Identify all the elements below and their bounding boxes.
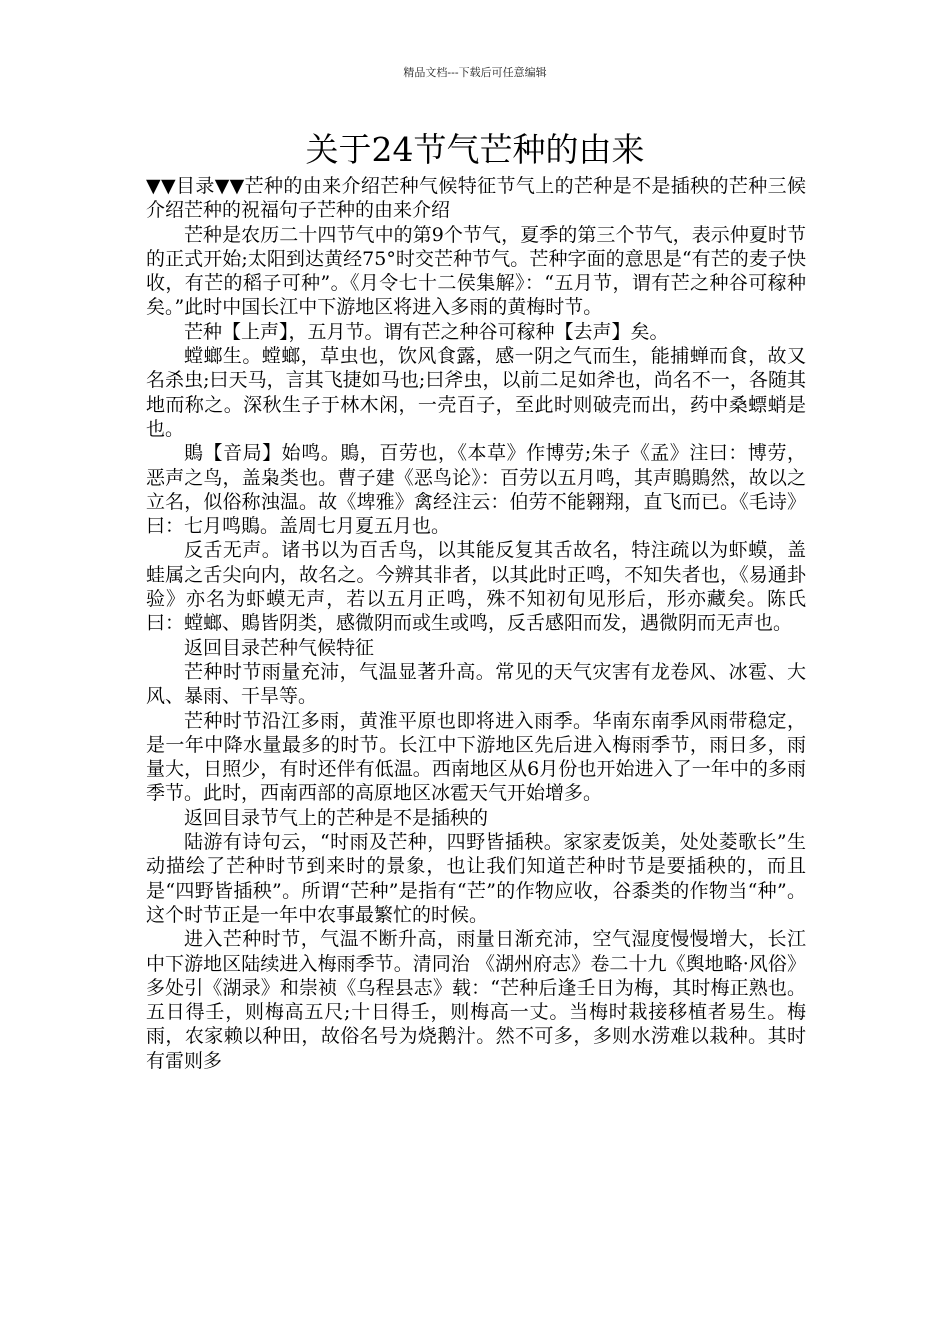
page-header-note: 精品文档---下载后可任意编辑 xyxy=(403,66,547,79)
section-return-link[interactable]: 返回目录节气上的芒种是不是插秧的 xyxy=(184,806,489,829)
table-of-contents-paragraph: ▼▼目录▼▼芒种的由来介绍芒种气候特征节气上的芒种是不是插秧的芒种三候介绍芒种的祝福句子芒种的由来介绍 xyxy=(146,175,806,222)
body-paragraph: 陆游有诗句云，“时雨及芒种，四野皆插秧。家家麦饭美，处处菱歌长”生动描绘了芒种时节到来时的景象，也让我们知道芒种时节是要插秧的，而且是“四野皆插秧”。所谓“芒种”是指有“芒”的作物应收，谷黍类的作物当“种”。这个时节正是一年中农事最繁忙的时候。 xyxy=(146,831,806,926)
body-paragraph: 芒种【上声】，五月节。谓有芒之种谷可稼种【去声】矣。 xyxy=(184,320,669,343)
body-paragraph: 反舌无声。诸书以为百舌鸟，以其能反复其舌故名，特注疏以为虾蟆，盖蛙属之舌尖向内，故名之。今辨其非者，以其此时正鸣，不知失者也，《易通卦验》亦名为虾蟆无声，若以五月正鸣，殊不知初旬见形后，形亦藏矣。陈氏曰：螳螂、鵙皆阴类，感微阴而或生或鸣，反舌感阳而发，遇微阴而无声也。 xyxy=(146,539,806,635)
document-body xyxy=(146,174,806,1073)
body-paragraph: 芒种时节沿江多雨，黄淮平原也即将进入雨季。华南东南季风雨带稳定，是一年中降水量最多的时节。长江中下游地区先后进入梅雨季节，雨日多，雨量大，日照少，有时还伴有低温。西南地区从6月份也开始进入了一年中的多雨季节。此时，西南西部的高原地区冰雹天气开始增多。 xyxy=(146,709,806,805)
body-paragraph: 芒种时节雨量充沛，气温显著升高。常见的天气灾害有龙卷风、冰雹、大风、暴雨、干旱等。 xyxy=(146,660,806,708)
document-title: 关于24节气芒种的由来 xyxy=(305,130,645,169)
body-paragraph: 芒种是农历二十四节气中的第9个节气，夏季的第三个节气，表示仲夏时节的正式开始;太阳到达黄经75°时交芒种节气。芒种字面的意思是“有芒的麦子快收，有芒的稻子可种”。《月令七十二侯集解》：“五月节，谓有芒之种谷可稼种矣。”此时中国长江中下游地区将进入多雨的黄梅时节。 xyxy=(146,223,806,319)
body-paragraph: 鵙【音局】始鸣。鵙，百劳也，《本草》作博劳;朱子《孟》注曰：博劳，恶声之鸟，盖枭类也。曹子建《恶鸟论》：百劳以五月鸣，其声鵙鵙然，故以之立名，似俗称浊温。故《埤雅》禽经注云：伯劳不能翱翔，直飞而已。《毛诗》曰：七月鸣鵙。盖周七月夏五月也。 xyxy=(146,442,806,538)
body-paragraph: 进入芒种时节，气温不断升高，雨量日渐充沛，空气湿度慢慢增大，长江中下游地区陆续进入梅雨季节。清同治 《湖州府志》卷二十九《舆地略·风俗》多处引《湖录》和崇祯《乌程县志》载：“芒种后逢壬日为梅，其时梅正熟也。五日得壬，则梅高五尺;十日得壬，则梅高一丈。当梅时栽接移植者易生。梅雨，农家赖以种田，故俗名号为烧鹅汁。然不可多，多则水涝难以栽种。其时有雷则多 xyxy=(146,928,806,1072)
section-return-link[interactable]: 返回目录芒种气候特征 xyxy=(184,636,375,659)
body-paragraph: 螳螂生。螳螂，草虫也，饮风食露，感一阴之气而生，能捕蝉而食，故又名杀虫;曰天马，言其飞捷如马也;曰斧虫，以前二足如斧也，尚名不一，各随其地而称之。深秋生子于林木闲，一壳百子，至此时则破壳而出，药中桑螵蛸是也。 xyxy=(146,345,806,440)
